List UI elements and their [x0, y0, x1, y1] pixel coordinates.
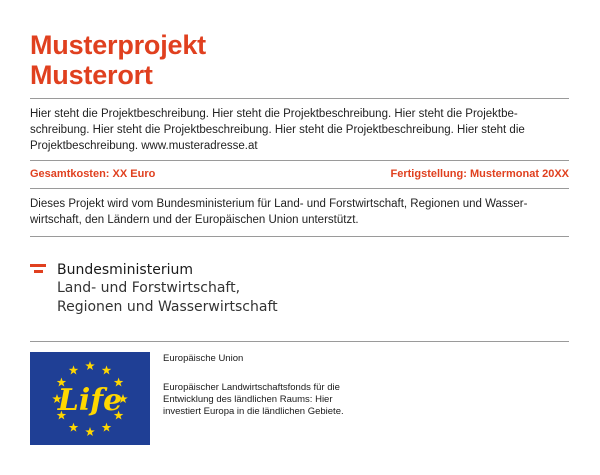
divider [30, 160, 569, 161]
funding-note: Dieses Projekt wird vom Bundesministerium für Land- und Forstwirtschaft, Regionen und Wasser-wirtschaft, den Ländern und der Europäischen Union unterstützt. [30, 198, 528, 226]
eu-star-icon [85, 427, 95, 436]
ministry-line2: Land- und Forstwirtschaft, [57, 280, 241, 296]
divider [30, 98, 569, 99]
eu-star-icon [102, 423, 112, 432]
ministry-line3: Regionen und Wasserwirtschaft [57, 299, 278, 315]
eu-star-icon [102, 365, 112, 374]
project-title [30, 30, 569, 90]
life-logo-text: Life [57, 383, 123, 418]
project-panel [30, 30, 569, 237]
project-title-line1: Musterprojekt [30, 30, 206, 60]
completion-date: Fertigstellung: Mustermonat 20XX [390, 168, 569, 180]
eu-description: Europäischer Landwirtschaftsfonds für die Entwicklung des ländlichen Raums: Hier investiert Europa in die ländlichen Gebiete. [163, 382, 344, 417]
eu-star-icon [69, 423, 79, 432]
divider [30, 236, 569, 237]
divider [30, 188, 569, 189]
eu-flag-graphic [30, 352, 150, 445]
eu-flag-icon [30, 352, 150, 445]
divider [30, 341, 569, 342]
project-description: Hier steht die Projektbeschreibung. Hier steht die Projektbeschreibung. Hier steht die Projektbe-schreibung. Hier steht die Projektbeschreibung. Hier steht die Projektbeschreibung. Hier steht die Projektbeschreibung. www.musteradresse.at [30, 108, 525, 152]
ministry-line1: Bundesministerium [57, 262, 193, 278]
eu-title: Europäische Union [163, 353, 244, 364]
eu-info [163, 353, 363, 418]
austria-flag-icon [30, 264, 46, 273]
project-title-line2: Musterort [30, 60, 153, 90]
cost-row [30, 168, 569, 180]
eu-star-icon [69, 365, 79, 374]
eu-star-icon [85, 361, 95, 370]
ministry-name [57, 262, 357, 317]
total-costs: Gesamtkosten: XX Euro [30, 168, 156, 180]
